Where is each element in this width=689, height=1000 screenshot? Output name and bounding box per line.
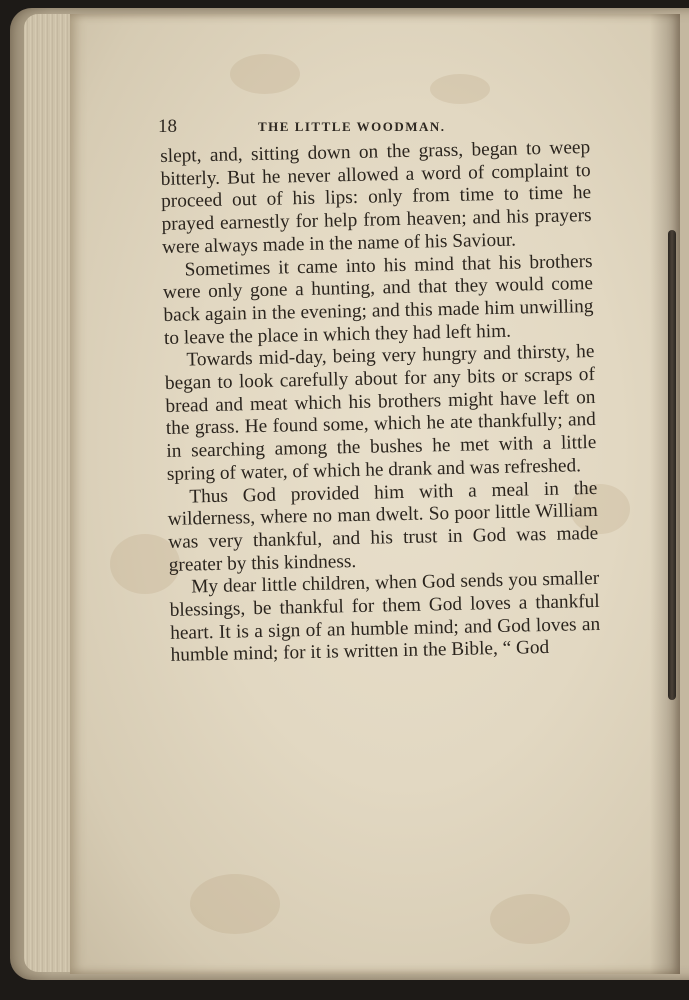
- binding-crack: [668, 230, 676, 700]
- paper-stain: [490, 894, 570, 944]
- paragraph: My dear little children, when God sends you smaller blessings, be thankful for them God loves a thankful heart. It is a sign of an humble mind; and God loves an humble mind; for it is written in the Bible, “ God: [169, 568, 601, 667]
- paragraph: Thus God provided him with a meal in the wilderness, where no man dwelt. So poor little William was very thankful, and his trust in God was made greater by this kindness.: [167, 477, 599, 576]
- paragraph: slept, and, sitting down on the grass, began to weep bitterly. But he never allowed a word of complaint to proceed out of his lips: only from time to time he prayed earnestly for help from heaven; and his prayers were always made in the name of his Saviour.: [160, 136, 592, 258]
- body-text: [160, 137, 601, 668]
- paper-stain: [430, 74, 490, 104]
- paragraph: Sometimes it came into his mind that his brothers were only gone a hunting, and that they would come back again in the evening; and this made him unwilling to leave the place in which they had left him.: [162, 250, 594, 349]
- page-number: 18: [158, 116, 177, 137]
- paper-stain: [230, 54, 300, 94]
- running-title: THE LITTLE WOODMAN.: [258, 119, 446, 134]
- page-header: [158, 116, 588, 138]
- paper-stain: [190, 874, 280, 934]
- paragraph: Towards mid-day, being very hungry and thirsty, he began to look carefully about for any bits or scraps of bread and meat which his brothers might have left on the grass. He found some, which he ate thankfully; and in searching among the bushes he met with a little spring of water, of which he drank and was refreshed.: [164, 341, 597, 485]
